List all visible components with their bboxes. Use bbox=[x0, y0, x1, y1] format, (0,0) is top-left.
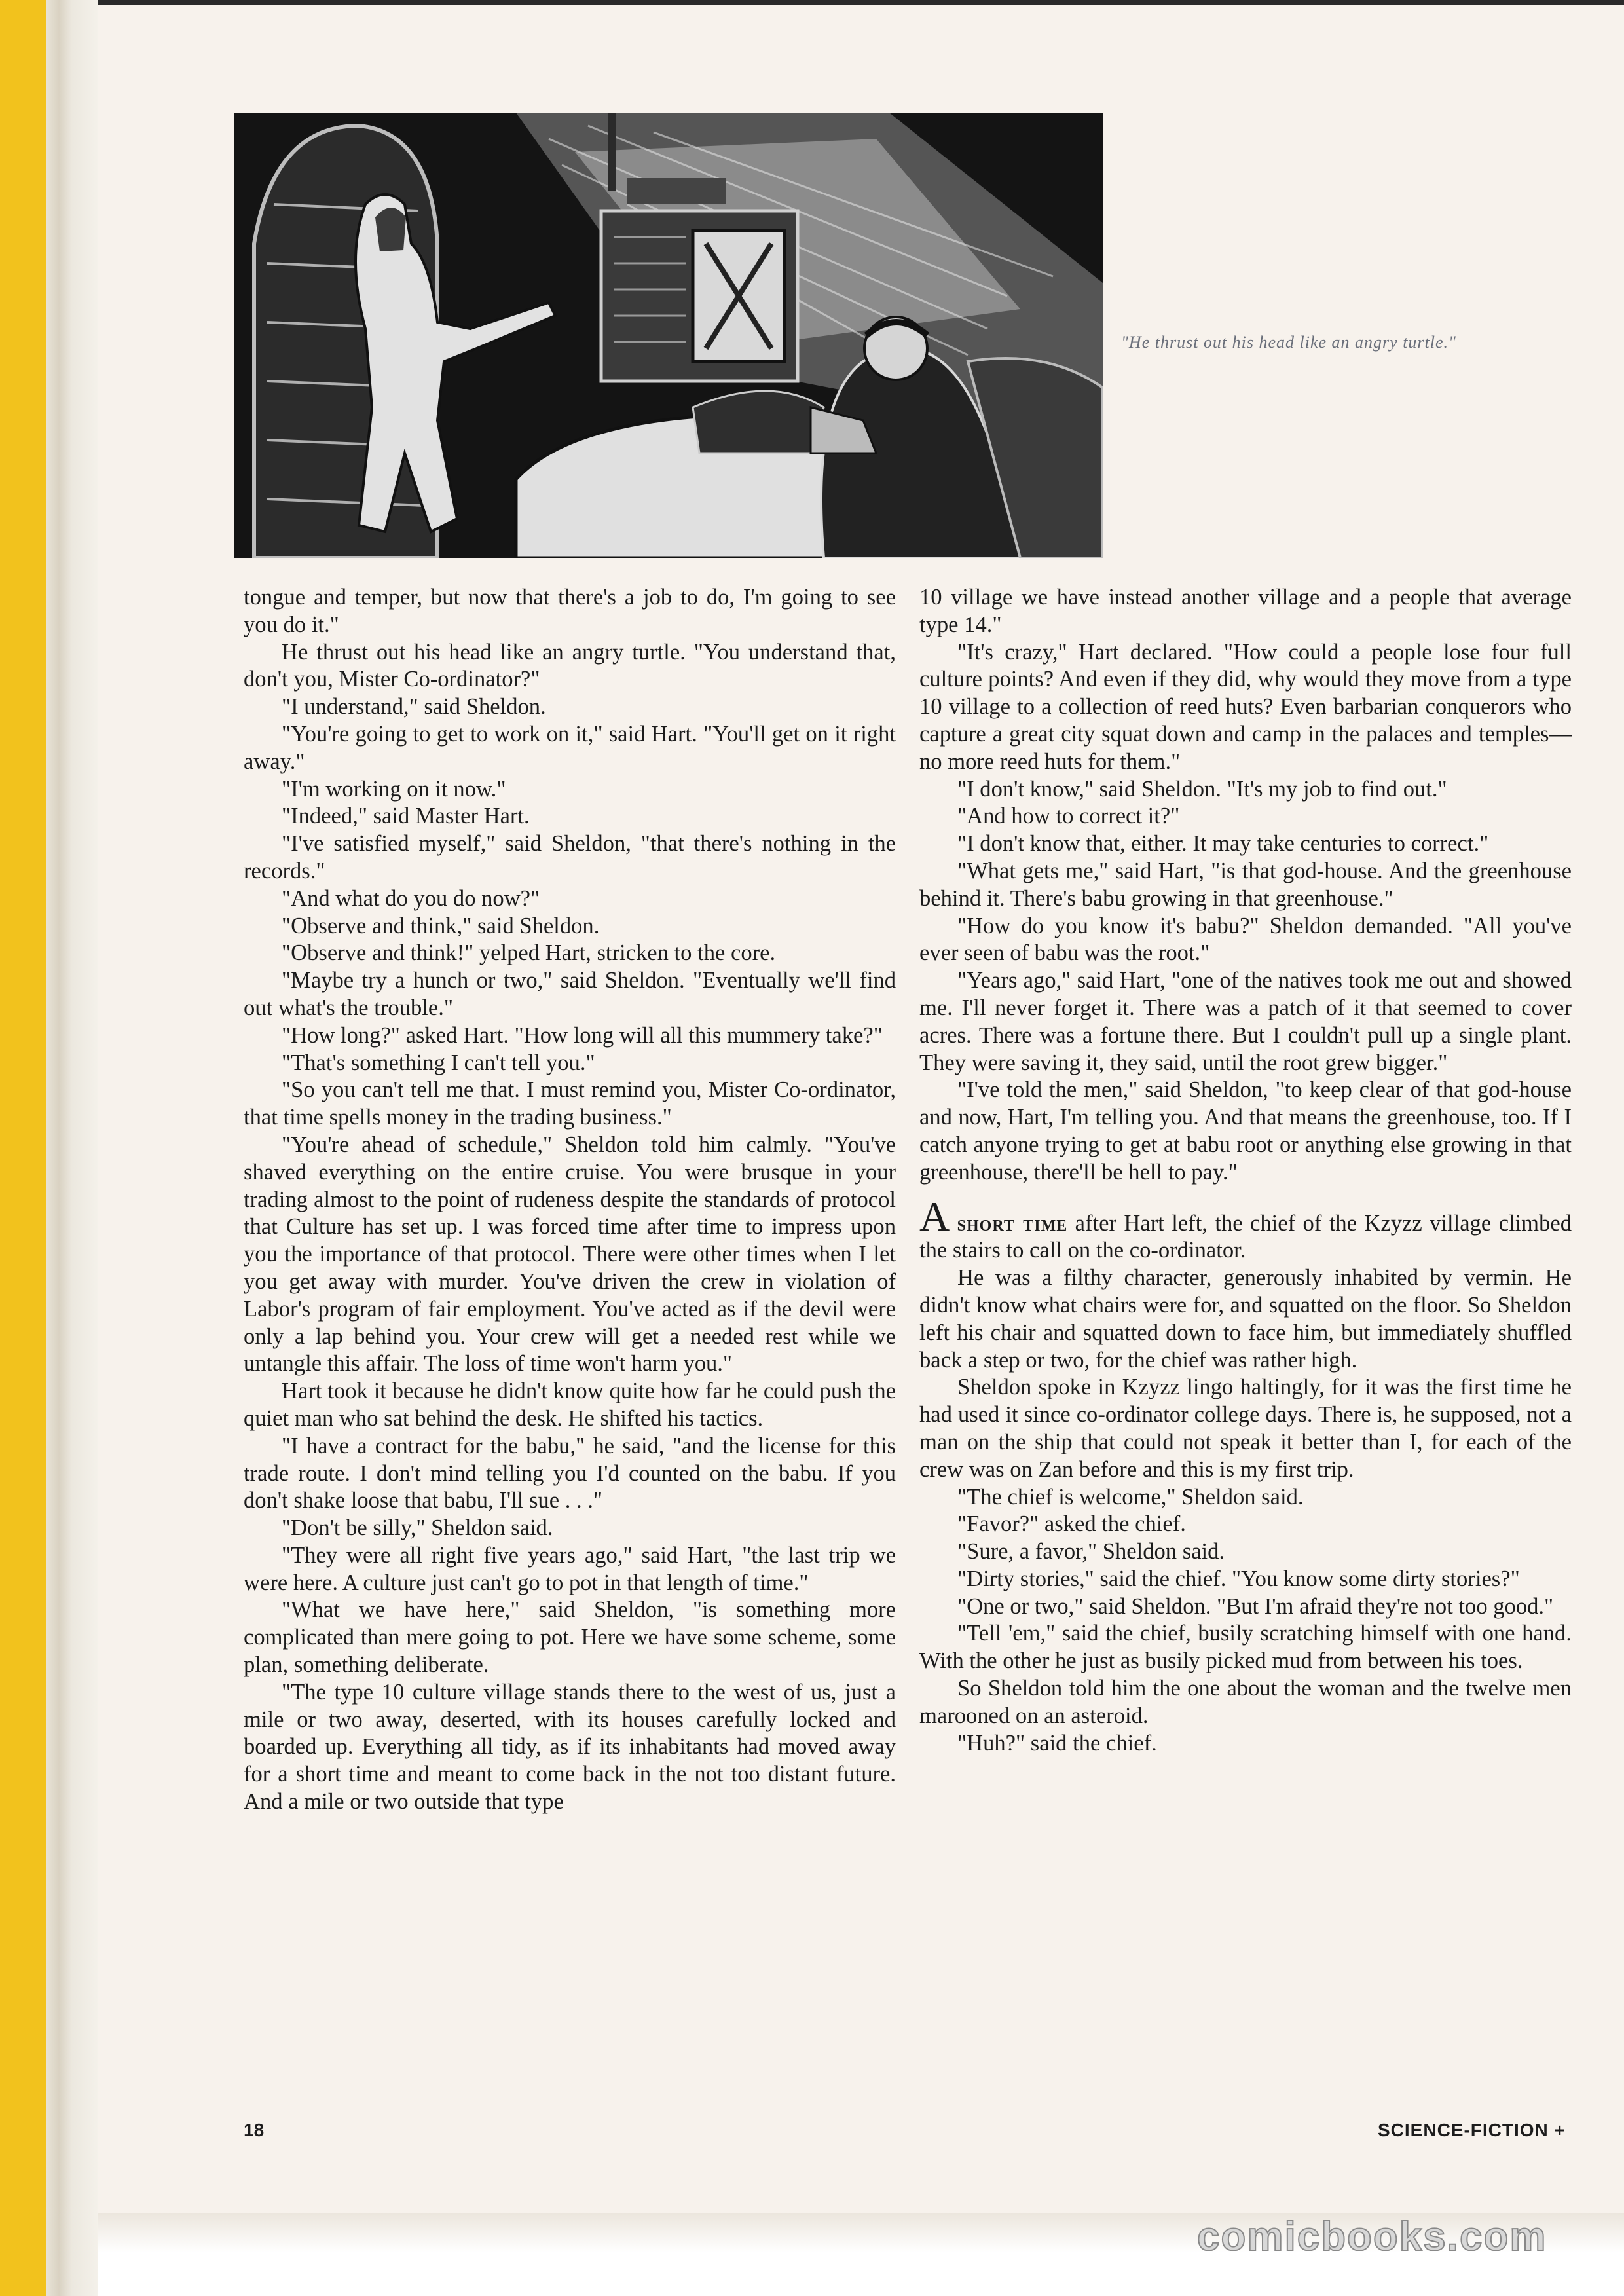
site-watermark: comicbooks.com bbox=[1197, 2214, 1547, 2259]
paragraph: "And how to correct it?" bbox=[957, 804, 1180, 829]
paragraph: So Sheldon told him the one about the woman and the twelve men marooned on an asteroid. bbox=[919, 1676, 1572, 1728]
small-caps-lead: short time bbox=[957, 1210, 1068, 1236]
paragraph: "One or two," said Sheldon. "But I'm afraid they're not too good." bbox=[957, 1593, 1554, 1619]
section-start-paragraph bbox=[919, 1193, 1572, 1265]
drop-cap: A bbox=[919, 1193, 950, 1240]
paragraph: tongue and temper, but now that there's a job to do, I'm going to see you do it." bbox=[244, 585, 896, 637]
paragraph: "Maybe try a hunch or two," said Sheldon. "Eventually we'll find out what's the trouble." bbox=[244, 968, 896, 1020]
paragraph: "They were all right five years ago," said Hart, "the last trip we were here. A culture just can't go to pot in that length of time." bbox=[244, 1542, 896, 1595]
paragraph: "I've told the men," said Sheldon, "to keep clear of that god-house and now, Hart, I'm telling you. And that means the greenhouse, too. If I catch anyone trying to get at babu root or anything else growing in that greenhouse, there'll be hell to pay." bbox=[919, 1077, 1572, 1185]
paragraph: "And what do you do now?" bbox=[282, 885, 540, 911]
paragraph: "I understand," said Sheldon. bbox=[282, 694, 546, 720]
paragraph: "You're ahead of schedule," Sheldon told him calmly. "You've shaved everything on the entire cruise. You were brusque in your trading almost to the point of rudeness despite the standards of protocol that Culture has set up. I was forced time after time to impress upon you the importance of that protocol. There were other times when I let you get away with murder. You've driven the crew in violation of Labor's program of fair employment. You've acted as if the devil were only a lap behind you. Your crew will get a needed rest while we untangle this affair. The loss of time won't harm you." bbox=[244, 1132, 896, 1377]
paragraph: 10 village we have instead another village and a people that average type 14." bbox=[919, 585, 1572, 637]
magazine-name: SCIENCE-FICTION + bbox=[1378, 2120, 1566, 2140]
paragraph: "Favor?" asked the chief. bbox=[957, 1511, 1186, 1537]
paragraph: "I'm working on it now." bbox=[282, 776, 506, 802]
paragraph: "I don't know," said Sheldon. "It's my job to find out." bbox=[957, 776, 1447, 802]
paragraph: "I've satisfied myself," said Sheldon, "that there's nothing in the records." bbox=[244, 831, 896, 883]
paragraph: He was a filthy character, generously inhabited by vermin. He didn't know what chairs were for, and squatted on the floor. So Sheldon left his chair and squatted down to face him, but immediately shuffled back a step or two, for the chief was rather high. bbox=[919, 1265, 1572, 1373]
paragraph: "How do you know it's babu?" Sheldon demanded. "All you've ever seen of babu was the root." bbox=[919, 913, 1572, 966]
paragraph: "How long?" asked Hart. "How long will all this mummery take?" bbox=[282, 1022, 883, 1048]
paragraph: "It's crazy," Hart declared. "How could a people lose four full culture points? And even if they did, why would they move from a type 10 village to a collection of reed huts? Even barbarian conquerors who capture a great city squat down and camp in the palaces and temples—no more reed huts for them." bbox=[919, 639, 1572, 774]
paragraph: Sheldon spoke in Kzyzz lingo haltingly, for it was the first time he had used it since co-ordinator college days. There is, he supposed, not a man on the ship that could not speak it better than I, for each of the crew was on Zan before and this is my first trip. bbox=[919, 1375, 1572, 1482]
paragraph: "I have a contract for the babu," he said, "and the license for this trade route. I don't mind telling you I'd counted on the babu. If you don't shake loose that babu, I'll sue . . ." bbox=[244, 1433, 896, 1513]
paragraph: "What we have here," said Sheldon, "is something more complicated than mere going to pot. Here we have some scheme, some plan, something deliberate. bbox=[244, 1597, 896, 1678]
paragraph: "The chief is welcome," Sheldon said. bbox=[957, 1484, 1304, 1509]
paragraph: He thrust out his head like an angry turtle. "You understand that, don't you, Mister Co-ordinator?" bbox=[244, 639, 896, 692]
illustration-art bbox=[234, 113, 1103, 558]
right-text-column bbox=[919, 584, 1572, 1757]
paragraph: "Observe and think!" yelped Hart, stricken to the core. bbox=[282, 940, 776, 966]
paragraph: "Indeed," said Master Hart. bbox=[282, 804, 530, 829]
top-edge bbox=[98, 0, 1624, 5]
left-text-column bbox=[244, 584, 896, 1816]
paragraph: Hart took it because he didn't know quite how far he could push the quiet man who sat behind the desk. He shifted his tactics. bbox=[244, 1379, 896, 1431]
paragraph: "Sure, a favor," Sheldon said. bbox=[957, 1539, 1225, 1565]
section-start-text: after Hart left, the chief of the Kzyzz village climbed the stairs to call on the co-ordinator. bbox=[919, 1210, 1572, 1263]
paragraph: "What gets me," said Hart, "is that god-house. And the greenhouse behind it. There's babu growing in that greenhouse." bbox=[919, 858, 1572, 911]
paragraph: "Huh?" said the chief. bbox=[957, 1730, 1157, 1756]
paragraph: "That's something I can't tell you." bbox=[282, 1050, 595, 1075]
illustration-caption: "He thrust out his head like an angry turtle." bbox=[1121, 333, 1456, 352]
paragraph: "Observe and think," said Sheldon. bbox=[282, 913, 600, 938]
paragraph: "You're going to get to work on it," said Hart. "You'll get on it right away." bbox=[244, 721, 896, 774]
yellow-page-edge bbox=[0, 0, 46, 2296]
illustration-image bbox=[234, 113, 1103, 558]
paragraph: "Years ago," said Hart, "one of the natives took me out and showed me. I'll never forget it. There was a patch of it that seemed to cover acres. There was a fortune there. But I couldn't pull up a single plant. They were saving it, they said, until the root grew bigger." bbox=[919, 968, 1572, 1075]
paragraph: "I don't know that, either. It may take centuries to correct." bbox=[957, 831, 1489, 857]
paragraph: "Tell 'em," said the chief, busily scratching himself with one hand. With the other he just as busily picked mud from between his toes. bbox=[919, 1621, 1572, 1674]
paragraph: "Dirty stories," said the chief. "You know some dirty stories?" bbox=[957, 1566, 1520, 1591]
paragraph: "So you can't tell me that. I must remind you, Mister Co-ordinator, that time spells money in the trading business." bbox=[244, 1077, 896, 1130]
page-number: 18 bbox=[244, 2120, 265, 2140]
page-stack-edge bbox=[46, 0, 98, 2296]
paragraph: "The type 10 culture village stands there to the west of us, just a mile or two away, deserted, with its houses carefully locked and boarded up. Everything all tidy, as if its inhabitants had moved away for a short time and meant to come back in the not too distant future. And a mile or two outside that type bbox=[244, 1679, 896, 1815]
paragraph: "Don't be silly," Sheldon said. bbox=[282, 1515, 553, 1541]
